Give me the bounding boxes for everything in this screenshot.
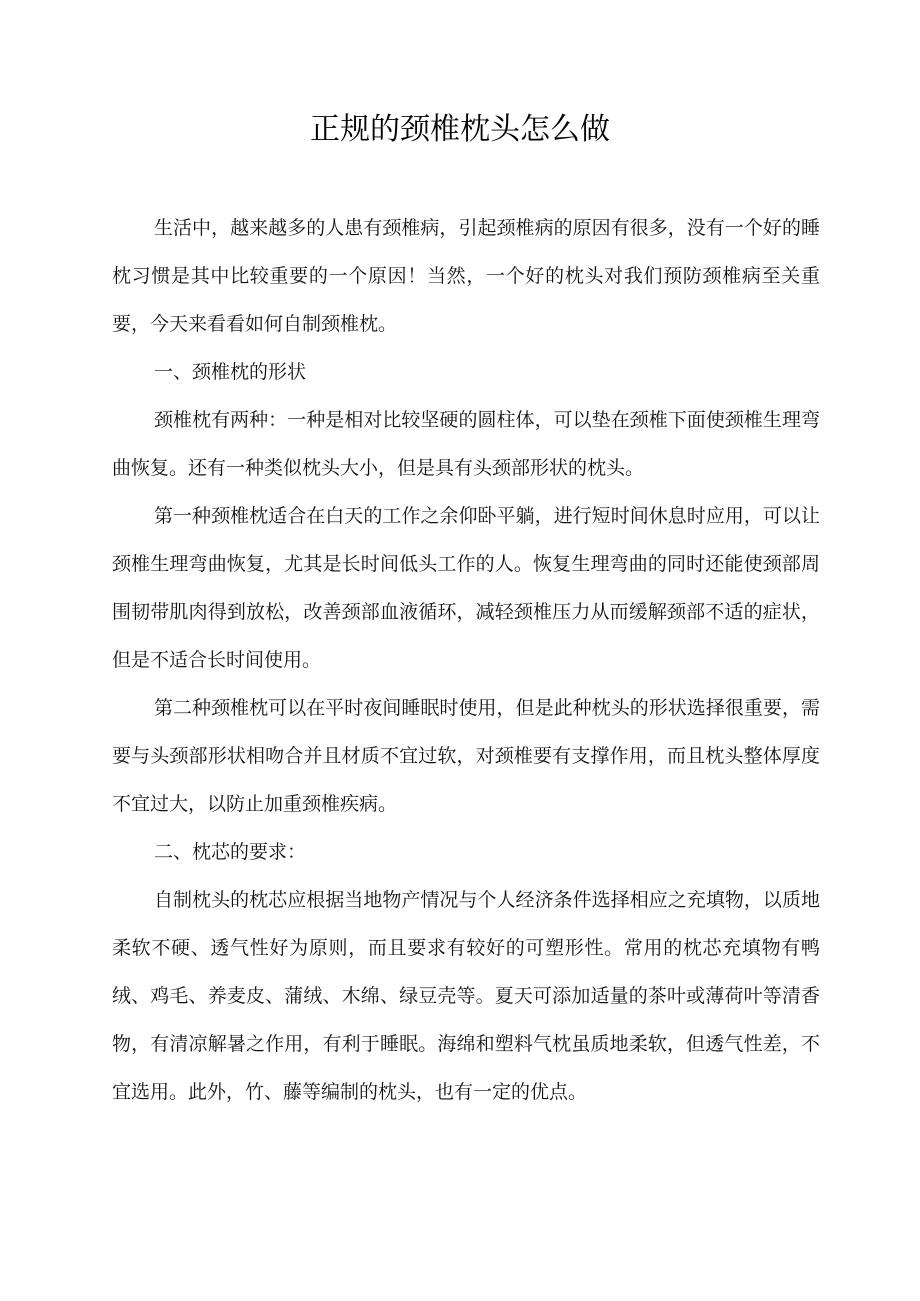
paragraph-intro: 生活中，越来越多的人患有颈椎病，引起颈椎病的原因有很多，没有一个好的睡枕习惯是其中比较重要的一个原因！当然，一个好的枕头对我们预防颈椎病至关重要，今天来看看如何自制颈椎枕。 xyxy=(112,217,820,335)
paragraph-second-type: 第二种颈椎枕可以在平时夜间睡眠时使用，但是此种枕头的形状选择很重要，需要与头颈部形状相吻合并且材质不宜过软，对颈椎要有支撑作用，而且枕头整体厚度不宜过大，以防止加重颈椎疾病。 xyxy=(112,697,820,815)
section-heading-core: 二、枕芯的要求： xyxy=(154,841,307,863)
page-title: 正规的颈椎枕头怎么做 xyxy=(310,112,610,147)
paragraph-two-types: 颈椎枕有两种：一种是相对比较坚硬的圆柱体，可以垫在颈椎下面使颈椎生理弯曲恢复。还有一种类似枕头大小，但是具有头颈部形状的枕头。 xyxy=(112,409,820,479)
document-body xyxy=(112,204,820,1116)
paragraph-first-type: 第一种颈椎枕适合在白天的工作之余仰卧平躺，进行短时间休息时应用，可以让颈椎生理弯曲恢复，尤其是长时间低头工作的人。恢复生理弯曲的同时还能使颈部周围韧带肌肉得到放松，改善颈部血液循环，减轻颈椎压力从而缓解颈部不适的症状，但是不适合长时间使用。 xyxy=(112,505,820,671)
section-heading-shape: 一、颈椎枕的形状 xyxy=(154,361,307,383)
paragraph-core-materials: 自制枕头的枕芯应根据当地物产情况与个人经济条件选择相应之充填物，以质地柔软不硬、透气性好为原则，而且要求有较好的可塑形性。常用的枕芯充填物有鸭绒、鸡毛、养麦皮、蒲绒、木绵、绿豆壳等。夏天可添加适量的茶叶或薄荷叶等清香物，有清凉解暑之作用，有利于睡眠。海绵和塑料气枕虽质地柔软，但透气性差，不宜选用。此外，竹、藤等编制的枕头，也有一定的优点。 xyxy=(112,889,820,1103)
